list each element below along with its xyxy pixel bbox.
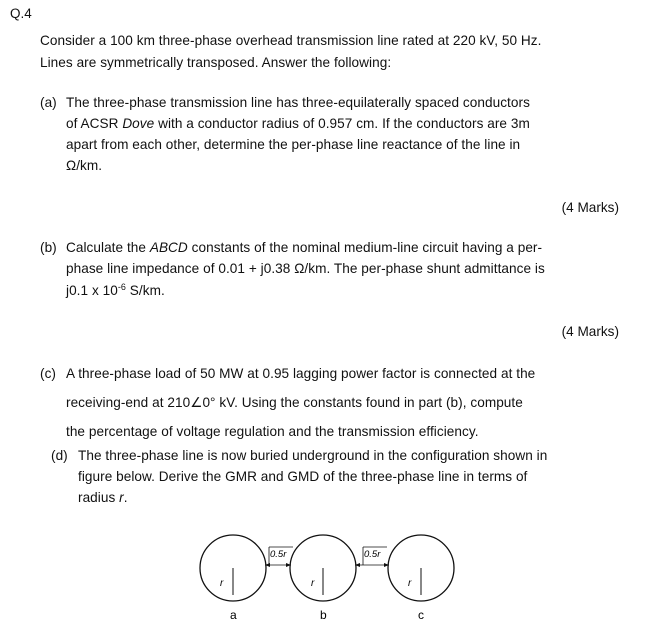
question-number: Q.4: [10, 6, 32, 21]
conductor-a: [200, 535, 266, 622]
intro-line-1: [40, 33, 621, 48]
part-c-line-1: A three-phase load of 50 MW at 0.95 lagging power factor is connected at the: [66, 366, 536, 381]
part-b-line-1: [66, 240, 542, 255]
intro-line-2: Lines are symmetrically transposed. Answer the following:: [40, 55, 392, 70]
part-c-label: (c): [40, 366, 57, 381]
part-a-line-1: The three-phase transmission line has three-equilaterally spaced conductors: [66, 95, 530, 110]
part-d-label: (d): [51, 448, 68, 463]
part-b-line-1-post: constants of the nominal medium-line circuit having a per-: [187, 240, 543, 255]
conductor-c: [388, 535, 454, 622]
intro-text-1: Consider a 100 km three-phase overhead transmission line rated at 220 kV, 50 Hz.: [40, 33, 542, 48]
part-d-line-2: figure below. Derive the GMR and GMD of the three-phase line in terms of: [78, 469, 528, 484]
gap-label-2: 0.5r: [364, 549, 381, 560]
part-c-line-2-pre: receiving-end at 210: [66, 395, 191, 410]
part-b-label: (b): [40, 240, 57, 255]
part-d-line-3-pre: radius: [78, 490, 120, 505]
angle-symbol: ∠: [190, 395, 203, 410]
conductor-label-b: b: [320, 608, 327, 622]
part-d-line-3: [78, 490, 128, 505]
part-b-line-1-pre: Calculate the: [66, 240, 150, 255]
radius-label-a: r: [220, 578, 224, 589]
part-c-line-2-post: 0° kV. Using the constants found in part (b), compute: [202, 395, 523, 410]
radius-label-c: r: [408, 578, 412, 589]
part-b-abcd: ABCD: [149, 240, 188, 255]
part-b-line-2: phase line impedance of 0.01 + j0.38 Ω/km. The per-phase shunt admittance is: [66, 261, 545, 276]
part-a-marks: (4 Marks): [561, 200, 619, 215]
gap-dimension-ab: [265, 547, 293, 567]
part-a-line-2-post: with a conductor radius of 0.957 cm. If the conductors are 3m: [154, 116, 530, 131]
part-d-radius: r: [119, 490, 124, 505]
part-d-line-1: The three-phase line is now buried underground in the configuration shown in: [78, 448, 548, 463]
part-a-conductor-name: Dove: [122, 116, 155, 131]
part-b-line-3-post: S/km.: [125, 283, 165, 298]
conductor-b: [290, 535, 356, 622]
part-c-line-3: the percentage of voltage regulation and the transmission efficiency.: [66, 424, 479, 439]
part-a-label: (a): [40, 95, 57, 110]
part-a-line-2: [66, 116, 530, 131]
part-a-line-4: Ω/km.: [66, 158, 103, 173]
part-b-marks: (4 Marks): [561, 324, 619, 339]
gap-label-1: 0.5r: [270, 549, 287, 560]
part-b-exponent: -6: [117, 282, 126, 292]
part-d-line-3-post: .: [123, 490, 128, 505]
part-c-line-2: [66, 395, 523, 411]
part-a-line-3: apart from each other, determine the per-phase line reactance of the line in: [66, 137, 521, 152]
underground-conductors-figure: [190, 520, 470, 624]
conductor-label-a: a: [230, 608, 237, 622]
part-b-line-3: [66, 283, 165, 298]
part-a-line-2-pre: of ACSR: [66, 116, 123, 131]
conductor-label-c: c: [418, 608, 424, 622]
radius-label-b: r: [311, 578, 315, 589]
part-b-line-3-pre: j0.1 x 10: [66, 283, 118, 298]
gap-dimension-bc: [355, 547, 389, 567]
